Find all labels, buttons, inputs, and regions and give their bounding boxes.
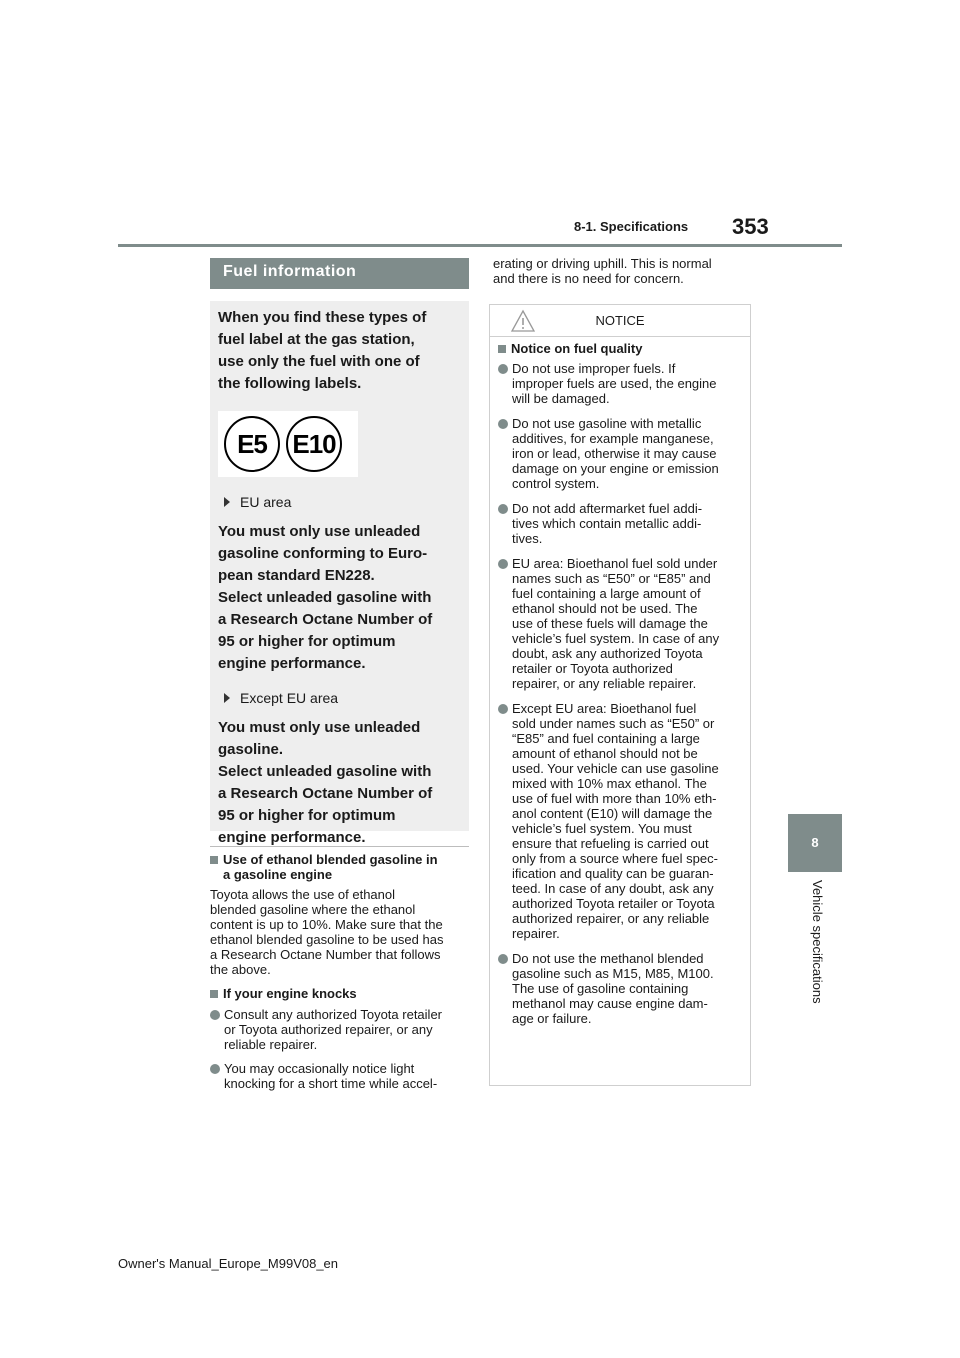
ethanol-line: content is up to 10%. Make sure that the — [210, 917, 443, 932]
except-eu-label: Except EU area — [240, 690, 339, 706]
notice-subheading — [498, 341, 742, 356]
notice-bullet — [498, 361, 742, 406]
bullet-line: or Toyota authorized repairer, or any — [224, 1022, 433, 1037]
eu-line: Select unleaded gasoline with — [218, 589, 432, 606]
bullet-line: iron or lead, otherwise it may cause — [512, 446, 717, 461]
intro-text — [218, 307, 459, 395]
except-line: a Research Octane Number of — [218, 785, 433, 802]
ethanol-text — [210, 887, 472, 977]
bullet-line: names such as “E50” or “E85” and — [512, 571, 711, 586]
bullet-line: Do not use improper fuels. If — [512, 361, 676, 376]
notice-box — [489, 304, 751, 1086]
warning-triangle-icon — [510, 309, 536, 333]
knock-heading — [210, 986, 472, 1001]
bullet-line: doubt, ask any authorized Toyota — [512, 646, 703, 661]
bullet-line: authorized Toyota retailer or Toyota — [512, 896, 715, 911]
knock-bullet — [210, 1061, 472, 1091]
bullet-line: EU area: Bioethanol fuel sold under — [512, 556, 718, 571]
ethanol-line: a Research Octane Number that follows — [210, 947, 441, 962]
round-bullet-icon — [498, 504, 508, 514]
notice-bullet — [498, 416, 742, 491]
bullet-line: Except EU area: Bioethanol fuel — [512, 701, 697, 716]
intro-line: the following labels. — [218, 375, 362, 392]
round-bullet-icon — [498, 419, 508, 429]
bullet-line: improper fuels are used, the engine — [512, 376, 717, 391]
chapter-tab-number: 8 — [788, 814, 842, 872]
bullet-line: mixed with 10% max ethanol. The — [512, 776, 707, 791]
intro-line: When you find these types of — [218, 309, 427, 326]
bullet-line: Do not use gasoline with metallic — [512, 416, 702, 431]
bullet-line: ethanol should not be used. The — [512, 601, 698, 616]
right-column-continuation — [493, 256, 755, 286]
bullet-line: vehicle’s fuel system. In case of any — [512, 631, 720, 646]
bullet-line: sold under names such as “E50” or — [512, 716, 715, 731]
except-line: Select unleaded gasoline with — [218, 763, 432, 780]
bullet-line: age or failure. — [512, 1011, 592, 1026]
bullet-line: will be damaged. — [512, 391, 610, 406]
bullet-line: You may occasionally notice light — [224, 1061, 415, 1076]
eu-line: engine performance. — [218, 655, 366, 672]
bullet-line: gasoline such as M15, M85, M100. — [512, 966, 714, 981]
eu-line: 95 or higher for optimum — [218, 633, 396, 650]
square-bullet-icon — [210, 856, 218, 864]
header-divider — [118, 244, 842, 247]
notice-subheading-text: Notice on fuel quality — [511, 341, 643, 356]
notice-title: NOTICE — [595, 313, 645, 328]
notice-body — [490, 337, 750, 1026]
ethanol-line: the above. — [210, 962, 271, 977]
bullet-line: additives, for example manganese, — [512, 431, 714, 446]
continuation-line: and there is no need for concern. — [493, 271, 684, 286]
round-bullet-icon — [210, 1064, 220, 1074]
ethanol-line: ethanol blended gasoline to be used has — [210, 932, 444, 947]
bullet-line: methanol may cause engine dam- — [512, 996, 708, 1011]
bullet-line: use of these fuels will damage the — [512, 616, 708, 631]
bullet-line: Consult any authorized Toyota retailer — [224, 1007, 442, 1022]
bullet-line: use of fuel with more than 10% eth- — [512, 791, 717, 806]
knock-bullet — [210, 1007, 472, 1052]
bullet-line: tives which contain metallic addi- — [512, 516, 702, 531]
bullet-line: repairer. — [512, 926, 560, 941]
except-line: You must only use unleaded — [218, 719, 421, 736]
knock-heading-text: If your engine knocks — [223, 986, 357, 1001]
bullet-line: fuel containing a large amount of — [512, 586, 701, 601]
footer-manual-id: Owner's Manual_Europe_M99V08_en — [118, 1256, 339, 1271]
bullet-line: teed. In case of any doubt, ask any — [512, 881, 714, 896]
bullet-line: retailer or Toyota authorized — [512, 661, 673, 676]
notice-bullet — [498, 501, 742, 546]
bullet-line: reliable repairer. — [224, 1037, 318, 1052]
bullet-line: tives. — [512, 531, 543, 546]
eu-area-item — [218, 493, 459, 511]
ethanol-heading-line: Use of ethanol blended gasoline in — [223, 852, 438, 867]
bullet-line: ensure that refueling is carried out — [512, 836, 709, 851]
fuel-info-heading: Fuel information — [210, 258, 469, 289]
bullet-line: damage on your engine or emission — [512, 461, 719, 476]
intro-line: fuel label at the gas station, — [218, 331, 415, 348]
ethanol-heading — [210, 852, 472, 882]
eu-area-label: EU area — [240, 494, 292, 510]
notice-bullet — [498, 556, 742, 691]
notice-header — [490, 305, 750, 337]
section-divider — [210, 846, 469, 847]
bullet-line: ification and quality can be guaran- — [512, 866, 714, 881]
round-bullet-icon — [498, 704, 508, 714]
ethanol-line: Toyota allows the use of ethanol — [210, 887, 396, 902]
bullet-line: anol content (E10) will damage the — [512, 806, 713, 821]
round-bullet-icon — [210, 1010, 220, 1020]
chapter-label-text: Vehicle specifications — [810, 880, 825, 1004]
bullet-line: used. Your vehicle can use gasoline — [512, 761, 719, 776]
round-bullet-icon — [498, 364, 508, 374]
except-line: 95 or higher for optimum — [218, 807, 396, 824]
left-column — [210, 852, 472, 1091]
notice-bullet — [498, 701, 742, 941]
fuel-info-box — [210, 301, 469, 846]
intro-line: use only the fuel with one of — [218, 353, 420, 370]
triangle-bullet-icon — [224, 497, 230, 507]
bullet-line: The use of gasoline containing — [512, 981, 689, 996]
round-bullet-icon — [498, 954, 508, 964]
eu-line: You must only use unleaded — [218, 523, 421, 540]
fuel-label-e10: E10 — [286, 416, 342, 472]
except-text — [218, 717, 459, 849]
round-bullet-icon — [498, 559, 508, 569]
bullet-line: knocking for a short time while accel- — [224, 1076, 438, 1091]
page-number: 353 — [732, 214, 769, 239]
eu-text — [218, 521, 459, 675]
bullet-line: control system. — [512, 476, 600, 491]
continuation-line: erating or driving uphill. This is normal — [493, 256, 712, 271]
bullet-line: authorized repairer, or any reliable — [512, 911, 710, 926]
ethanol-line: blended gasoline where the ethanol — [210, 902, 416, 917]
notice-bullet — [498, 951, 742, 1026]
bullet-line: Do not add aftermarket fuel addi- — [512, 501, 703, 516]
except-line: engine performance. — [218, 829, 366, 846]
bullet-line: “E85” and fuel containing a large — [512, 731, 700, 746]
bullet-line: repairer, or any reliable repairer. — [512, 676, 697, 691]
bullet-line: amount of ethanol should not be — [512, 746, 698, 761]
except-eu-item — [218, 689, 459, 707]
ethanol-heading-line: a gasoline engine — [223, 867, 333, 882]
eu-line: gasoline conforming to Euro- — [218, 545, 428, 562]
bullet-line: Do not use the methanol blended — [512, 951, 704, 966]
section-title: 8-1. Specifications — [574, 219, 689, 234]
square-bullet-icon — [210, 990, 218, 998]
fuel-label-e5: E5 — [224, 416, 280, 472]
square-bullet-icon — [498, 345, 506, 353]
bullet-line: only from a source where fuel spec- — [512, 851, 718, 866]
eu-line: a Research Octane Number of — [218, 611, 433, 628]
except-line: gasoline. — [218, 741, 284, 758]
chapter-side-label — [807, 880, 827, 1040]
bullet-line: vehicle’s fuel system. You must — [512, 821, 692, 836]
eu-line: pean standard EN228. — [218, 567, 375, 584]
fuel-labels-image — [218, 411, 358, 477]
triangle-bullet-icon — [224, 693, 230, 703]
